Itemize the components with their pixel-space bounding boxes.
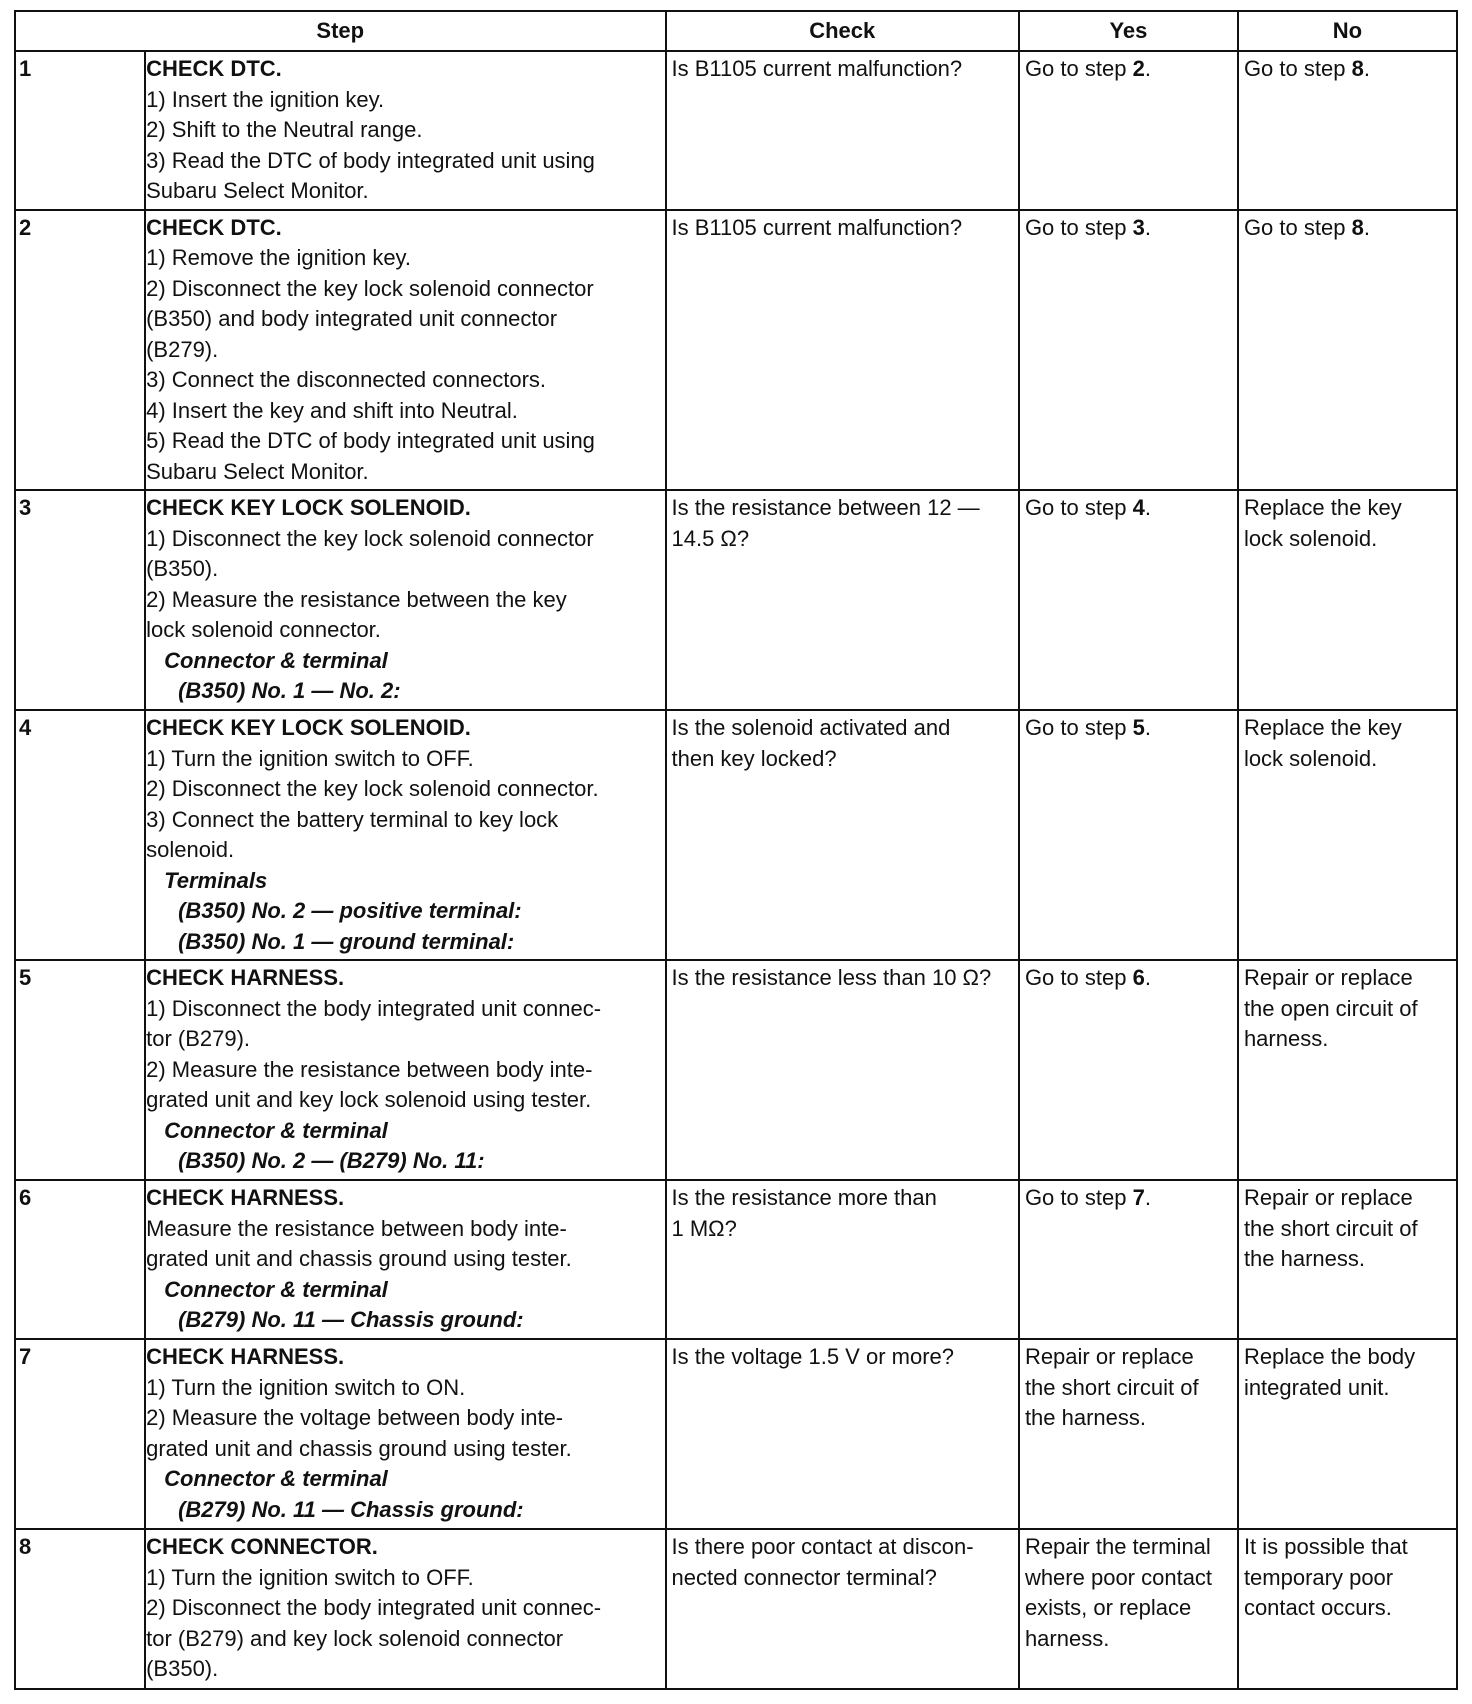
- yes-text: the short circuit of: [1024, 1374, 1199, 1400]
- step-number: 6: [15, 1180, 145, 1339]
- check-cell: [666, 51, 1019, 210]
- yes-text: Go to step: [1024, 495, 1133, 520]
- yes-step-ref: 2: [1132, 56, 1145, 81]
- table-row: [15, 1180, 1457, 1339]
- yes-cell: [1019, 1529, 1238, 1689]
- spec-value: (B279) No. 11 — Chassis ground:: [178, 1307, 524, 1332]
- step-description: [145, 210, 665, 491]
- yes-text: Go to step: [1024, 965, 1133, 990]
- yes-text: Repair the terminal: [1024, 1534, 1211, 1559]
- step-line: Subaru Select Monitor.: [146, 178, 369, 203]
- step-number: 4: [15, 710, 145, 960]
- yes-text: the harness.: [1024, 1405, 1147, 1430]
- no-cell: [1238, 1180, 1457, 1339]
- yes-text: where poor contact: [1024, 1564, 1213, 1590]
- check-cell: [666, 710, 1019, 960]
- step-line: 2) Measure the resistance between the key: [146, 586, 567, 612]
- check-text: Is the resistance less than 10 Ω?: [671, 965, 992, 990]
- no-text: lock solenoid.: [1243, 745, 1378, 771]
- no-cell: Go to step 8.: [1238, 51, 1457, 210]
- step-number: 5: [15, 960, 145, 1180]
- no-cell: [1238, 1339, 1457, 1529]
- check-text: nected connector terminal?: [671, 1564, 937, 1590]
- table-row: [15, 490, 1457, 710]
- spec-value: (B279) No. 11 — Chassis ground:: [178, 1496, 524, 1522]
- step-line: (B279).: [146, 336, 219, 362]
- step-description: [145, 1529, 665, 1689]
- step-line: (B350).: [146, 556, 219, 581]
- step-line: 2) Disconnect the key lock solenoid connector.: [146, 776, 599, 801]
- check-text: 14.5 Ω?: [671, 525, 750, 551]
- header-check: Check: [666, 11, 1019, 51]
- step-number: 3: [15, 490, 145, 710]
- step-line: 2) Measure the resistance between body inte-: [146, 1056, 593, 1082]
- no-text: the short circuit of: [1243, 1215, 1418, 1241]
- step-title: CHECK DTC.: [146, 214, 282, 240]
- no-step-ref: 8: [1351, 56, 1364, 81]
- spec-value: (B350) No. 1 — ground terminal:: [178, 928, 515, 954]
- diagnostic-procedure-table: [14, 10, 1458, 1690]
- header-yes: Yes: [1019, 11, 1238, 51]
- yes-step-ref: 3: [1132, 214, 1145, 240]
- check-text: Is B1105 current malfunction?: [671, 56, 963, 81]
- no-text: Replace the body: [1243, 1344, 1416, 1369]
- step-line: 5) Read the DTC of body integrated unit using: [146, 428, 595, 453]
- step-number: 1: [15, 51, 145, 210]
- step-line: 1) Turn the ignition switch to ON.: [146, 1374, 466, 1400]
- check-cell: [666, 1339, 1019, 1529]
- table-row: [15, 1529, 1457, 1689]
- yes-step-ref: 7: [1132, 1185, 1145, 1210]
- step-line: tor (B279) and key lock solenoid connector: [146, 1625, 564, 1651]
- step-title: CHECK HARNESS.: [146, 1344, 345, 1369]
- yes-text: exists, or replace: [1024, 1595, 1192, 1620]
- no-text: Go to step: [1243, 214, 1352, 240]
- header-step: Step: [15, 11, 666, 51]
- step-line: 1) Turn the ignition switch to OFF.: [146, 745, 474, 771]
- yes-text: Go to step: [1024, 56, 1133, 81]
- step-line: 2) Measure the voltage between body inte-: [146, 1405, 564, 1430]
- yes-cell: Go to step 3.: [1019, 210, 1238, 491]
- yes-text: Go to step: [1024, 715, 1133, 740]
- step-description: [145, 710, 665, 960]
- check-cell: [666, 1529, 1019, 1689]
- step-line: 2) Disconnect the key lock solenoid connector: [146, 275, 594, 301]
- step-line: Measure the resistance between body inte-: [146, 1215, 567, 1241]
- no-text: Replace the key: [1243, 495, 1402, 520]
- check-cell: [666, 210, 1019, 491]
- step-number: 7: [15, 1339, 145, 1529]
- no-text: contact occurs.: [1243, 1595, 1392, 1620]
- no-text: Repair or replace: [1243, 965, 1413, 990]
- spec-value: (B350) No. 2 — (B279) No. 11:: [178, 1148, 485, 1173]
- no-cell: [1238, 1529, 1457, 1689]
- no-cell: Go to step 8.: [1238, 210, 1457, 491]
- table-row: [15, 51, 1457, 210]
- check-cell: [666, 490, 1019, 710]
- yes-cell: Go to step 4.: [1019, 490, 1238, 710]
- spec-value: (B350) No. 2 — positive terminal:: [178, 898, 522, 923]
- step-title: CHECK KEY LOCK SOLENOID.: [146, 715, 471, 740]
- no-step-ref: 8: [1351, 214, 1364, 240]
- check-text: Is B1105 current malfunction?: [671, 214, 963, 240]
- yes-text: Go to step: [1024, 1185, 1133, 1210]
- no-text: Replace the key: [1243, 715, 1402, 740]
- step-description: [145, 51, 665, 210]
- yes-cell: Go to step 6.: [1019, 960, 1238, 1180]
- step-line: 3) Connect the battery terminal to key lock: [146, 806, 559, 832]
- spec-label: Connector & terminal: [164, 1466, 388, 1491]
- step-line: 2) Shift to the Neutral range.: [146, 117, 423, 142]
- yes-step-ref: 5: [1132, 715, 1145, 740]
- no-text: the open circuit of: [1243, 995, 1418, 1021]
- no-text: integrated unit.: [1243, 1374, 1390, 1400]
- table-row: [15, 710, 1457, 960]
- step-line: solenoid.: [146, 837, 235, 862]
- step-line: 2) Disconnect the body integrated unit connec-: [146, 1595, 602, 1620]
- step-line: 1) Remove the ignition key.: [146, 245, 412, 270]
- yes-cell: Go to step 2.: [1019, 51, 1238, 210]
- no-cell: [1238, 490, 1457, 710]
- no-cell: [1238, 960, 1457, 1180]
- no-text: Repair or replace: [1243, 1185, 1413, 1210]
- step-number: 8: [15, 1529, 145, 1689]
- step-line: (B350) and body integrated unit connector: [146, 306, 558, 331]
- no-text: Go to step: [1243, 56, 1352, 81]
- step-line: 4) Insert the key and shift into Neutral.: [146, 397, 518, 423]
- step-line: 3) Connect the disconnected connectors.: [146, 367, 547, 392]
- step-line: 1) Turn the ignition switch to OFF.: [146, 1564, 474, 1590]
- table-row: [15, 210, 1457, 491]
- table-row: [15, 960, 1457, 1180]
- yes-cell: [1019, 1339, 1238, 1529]
- yes-text: harness.: [1024, 1625, 1110, 1651]
- yes-text: Repair or replace: [1024, 1344, 1194, 1369]
- check-text: 1 MΩ?: [671, 1215, 737, 1241]
- spec-value: (B350) No. 1 — No. 2:: [178, 678, 401, 703]
- step-number: 2: [15, 210, 145, 491]
- step-line: lock solenoid connector.: [146, 617, 381, 642]
- header-row: [15, 11, 1457, 51]
- table-row: [15, 1339, 1457, 1529]
- step-title: CHECK HARNESS.: [146, 965, 345, 990]
- step-description: [145, 1180, 665, 1339]
- step-line: grated unit and chassis ground using tester.: [146, 1246, 572, 1271]
- check-text: then key locked?: [671, 745, 837, 771]
- no-text: the harness.: [1243, 1246, 1366, 1271]
- step-title: CHECK CONNECTOR.: [146, 1534, 378, 1559]
- step-title: CHECK HARNESS.: [146, 1185, 345, 1210]
- spec-label: Terminals: [164, 867, 268, 893]
- yes-step-ref: 4: [1132, 495, 1145, 520]
- step-line: grated unit and key lock solenoid using tester.: [146, 1087, 592, 1112]
- step-description: [145, 1339, 665, 1529]
- step-title: CHECK DTC.: [146, 56, 282, 81]
- spec-label: Connector & terminal: [164, 1276, 388, 1302]
- check-text: Is there poor contact at discon-: [671, 1534, 974, 1559]
- yes-text: Go to step: [1024, 214, 1133, 240]
- no-text: temporary poor: [1243, 1564, 1394, 1590]
- check-text: Is the resistance more than: [671, 1185, 937, 1210]
- yes-cell: Go to step 7.: [1019, 1180, 1238, 1339]
- step-line: 1) Insert the ignition key.: [146, 86, 385, 112]
- step-title: CHECK KEY LOCK SOLENOID.: [146, 495, 471, 520]
- check-cell: [666, 1180, 1019, 1339]
- check-text: Is the voltage 1.5 V or more?: [671, 1344, 954, 1369]
- spec-label: Connector & terminal: [164, 647, 388, 673]
- step-description: [145, 490, 665, 710]
- yes-cell: Go to step 5.: [1019, 710, 1238, 960]
- no-text: It is possible that: [1243, 1534, 1408, 1559]
- step-line: 1) Disconnect the body integrated unit connec-: [146, 995, 602, 1021]
- no-text: harness.: [1243, 1026, 1329, 1051]
- check-cell: [666, 960, 1019, 1180]
- spec-label: Connector & terminal: [164, 1117, 388, 1143]
- step-line: 3) Read the DTC of body integrated unit using: [146, 147, 595, 173]
- step-line: 1) Disconnect the key lock solenoid connector: [146, 525, 594, 551]
- step-line: (B350).: [146, 1656, 219, 1681]
- step-line: grated unit and chassis ground using tester.: [146, 1435, 572, 1461]
- step-line: tor (B279).: [146, 1026, 251, 1051]
- check-text: Is the solenoid activated and: [671, 715, 951, 740]
- step-description: [145, 960, 665, 1180]
- header-no: No: [1238, 11, 1457, 51]
- no-text: lock solenoid.: [1243, 525, 1378, 551]
- check-text: Is the resistance between 12 —: [671, 495, 980, 520]
- yes-step-ref: 6: [1132, 965, 1145, 990]
- step-line: Subaru Select Monitor.: [146, 458, 369, 484]
- no-cell: [1238, 710, 1457, 960]
